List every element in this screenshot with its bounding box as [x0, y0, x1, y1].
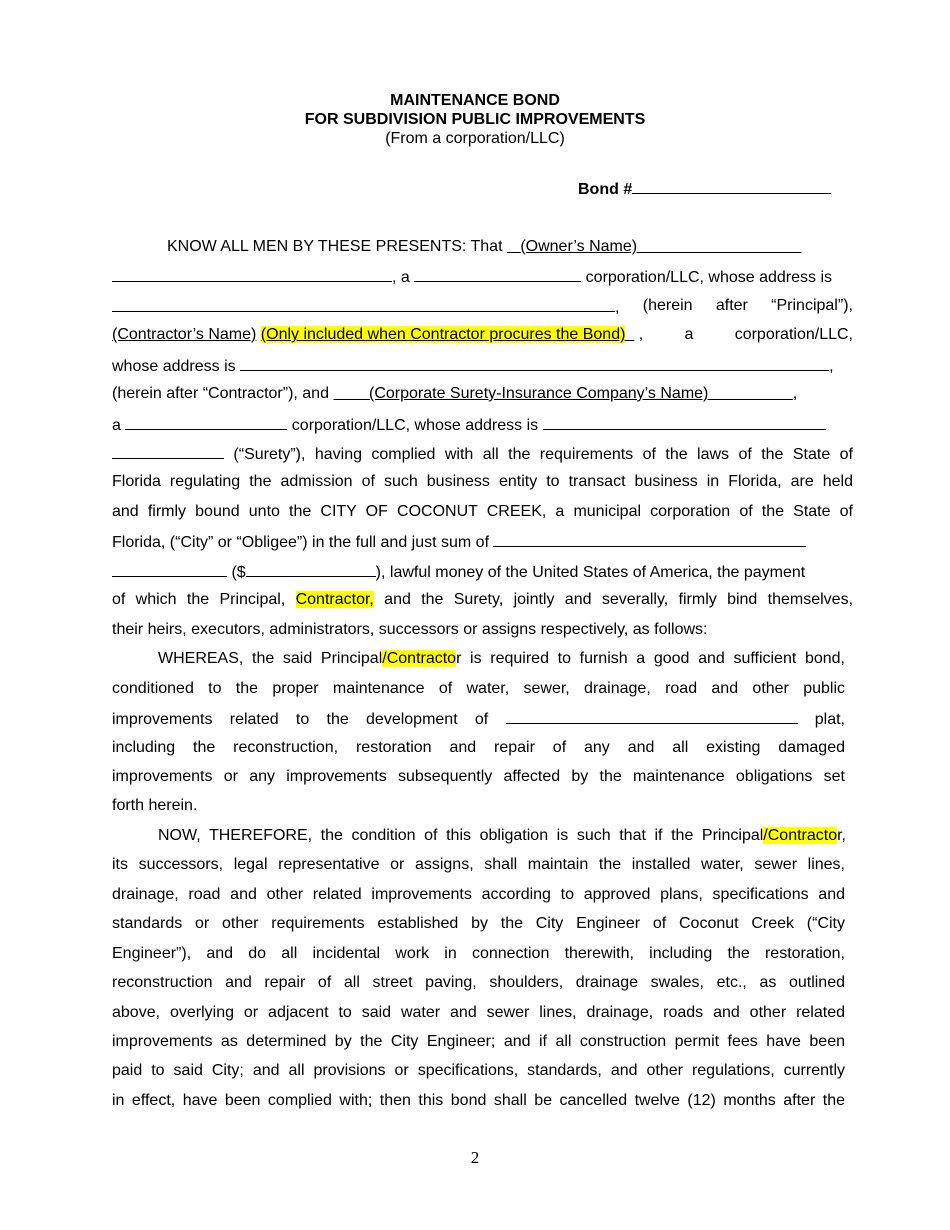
document-title: MAINTENANCE BOND [390, 92, 560, 109]
owner-name-blank-cont[interactable] [112, 266, 392, 282]
p3-line-5: Engineer”), and do all incidental work in connection therewith, including the restoration, [112, 945, 845, 962]
p1-l2-text-a: , a [392, 269, 415, 286]
contractor-address-blank[interactable] [240, 355, 829, 371]
p2-l3-text-a: improvements related to the development of [112, 711, 506, 728]
p1-l13-text-b: and the Surety, jointly and severally, firmly bind themselves, [373, 591, 854, 608]
p3-line-7: above, overlying or adjacent to said water and sewer lines, drainage, roads and other related [112, 1004, 845, 1021]
p1-line-4 [112, 325, 853, 345]
surety-address-blank[interactable] [543, 414, 826, 430]
p1-line-5 [112, 355, 853, 377]
p1-line-9: Florida regulating the admission of such business entity to transact business in Florida, are held [112, 473, 853, 490]
p2-l3-text-b: plat, [797, 711, 845, 728]
p2-line-3 [112, 708, 845, 730]
p1-line-8 [112, 443, 853, 465]
p1-line-3 [112, 296, 853, 318]
sum-words-blank-cont[interactable] [112, 561, 227, 577]
owner-address-blank[interactable] [112, 296, 615, 312]
p3-l1-text-b: r, [837, 827, 846, 844]
p1-l3-comma: , [615, 299, 620, 316]
p1-l3-word-2: after [715, 297, 748, 314]
contractor-highlight-3: /Contracto [763, 827, 838, 844]
p1-l6-comma: , [792, 385, 798, 402]
document-subtitle: (From a corporation/LLC) [385, 130, 565, 147]
p3-line-6: reconstruction and repair of all street paving, shoulders, drainage swales, etc., as outlined [112, 974, 845, 991]
p1-l4-comma: , [638, 326, 644, 343]
p1-l5-comma: , [829, 358, 834, 375]
surety-state-blank[interactable] [125, 414, 287, 430]
p3-line-9: paid to said City; and all provisions or specifications, standards, and other regulations, currently [112, 1062, 845, 1079]
bond-number-blank[interactable] [632, 178, 831, 194]
p1-l13-text-a: of which the Principal, [112, 591, 296, 608]
p1-l2-text-b: corporation/LLC, whose address is [581, 269, 833, 286]
contractor-highlight-2: /Contracto [382, 650, 457, 667]
p3-l1-text-a: NOW, THEREFORE, the condition of this obligation is such that if the Principal [158, 827, 764, 844]
p3-line-8: improvements as determined by the City Engineer; and if all construction permit fees have been [112, 1033, 845, 1050]
p1-l3-word-3: “Principal”), [771, 297, 853, 314]
p1-l4-word-b: corporation/LLC, [734, 326, 853, 343]
p2-l1-text-a: WHEREAS, the said Principal [158, 650, 383, 667]
p1-line-1 [167, 237, 847, 257]
p1-line-6 [112, 384, 853, 404]
p1-l7-text-b: corporation/LLC, whose address is [287, 417, 543, 434]
surety-name-field[interactable] [333, 385, 792, 402]
contractor-name-placeholder[interactable]: (Contractor’s Name) [112, 326, 257, 343]
p1-line-12 [112, 561, 853, 583]
p1-l12-text-b: ), lawful money of the United States of America, the payment [375, 564, 806, 581]
p2-l1-text-b: r is required to furnish a good and sufficient bond, [456, 650, 845, 667]
p1-line-14: their heirs, executors, administrators, successors or assigns respectively, as follows: [112, 621, 708, 638]
p1-line-2 [112, 266, 853, 288]
p2-line-4: including the reconstruction, restoration and repair of any and all existing damaged [112, 739, 845, 756]
p1-l12-text-a: ($ [227, 564, 246, 581]
p1-l1-text: KNOW ALL MEN BY THESE PRESENTS: That [167, 238, 507, 255]
bond-number-label: Bond # [578, 181, 633, 198]
owner-state-blank[interactable] [414, 266, 581, 282]
p2-line-2: conditioned to the proper maintenance of water, sewer, drainage, road and other public [112, 680, 845, 697]
p1-l6-text: (herein after “Contractor”), and [112, 385, 334, 402]
contractor-note-highlight: (Only included when Contractor procures the Bond) [260, 326, 626, 343]
surety-name-placeholder: (Corporate Surety-Insurance Company’s Name) [368, 385, 709, 402]
sum-words-blank[interactable] [493, 531, 806, 547]
development-name-blank[interactable] [506, 708, 798, 724]
p2-line-1 [158, 649, 845, 669]
p1-l3-word-1: (herein [642, 297, 693, 314]
p1-line-7 [112, 414, 853, 436]
p2-line-6: forth herein. [112, 797, 198, 814]
owner-name-field[interactable] [507, 238, 802, 255]
p3-line-10: in effect, have been complied with; then this bond shall be cancelled twelve (12) months after the [112, 1092, 845, 1109]
p1-l4-word-a: a [684, 326, 694, 343]
p1-l7-text-a: a [112, 417, 126, 434]
sum-amount-blank[interactable] [246, 561, 376, 577]
document-title-line2: FOR SUBDIVISION PUBLIC IMPROVEMENTS [304, 111, 646, 128]
p1-l8-text: (“Surety”), having complied with all the requirements of the laws of the State of [224, 446, 853, 463]
p1-line-10: and firmly bound unto the CITY OF COCONUT CREEK, a municipal corporation of the State of [112, 503, 853, 520]
contractor-highlight: Contractor, [295, 591, 374, 608]
p3-line-3: drainage, road and other related improvements according to approved plans, specifications and [112, 886, 845, 903]
p1-l5-text: whose address is [112, 358, 241, 375]
p1-line-13 [112, 590, 853, 610]
p2-line-5: improvements or any improvements subsequently affected by the maintenance obligations set [112, 768, 845, 785]
p3-line-1 [158, 826, 846, 846]
page-number: 2 [470, 1148, 480, 1167]
p3-line-2: its successors, legal representative or assigns, shall maintain the installed water, sewer lines, [112, 856, 845, 873]
p1-l11-text: Florida, (“City” or “Obligee”) in the full and just sum of [112, 534, 494, 551]
bond-number-field [578, 178, 831, 199]
owner-name-placeholder: (Owner’s Name) [520, 238, 638, 255]
p3-line-4: standards or other requirements established by the City Engineer of Coconut Creek (“City [112, 915, 845, 932]
surety-address-blank-cont[interactable] [112, 443, 224, 459]
p1-line-11 [112, 531, 853, 553]
